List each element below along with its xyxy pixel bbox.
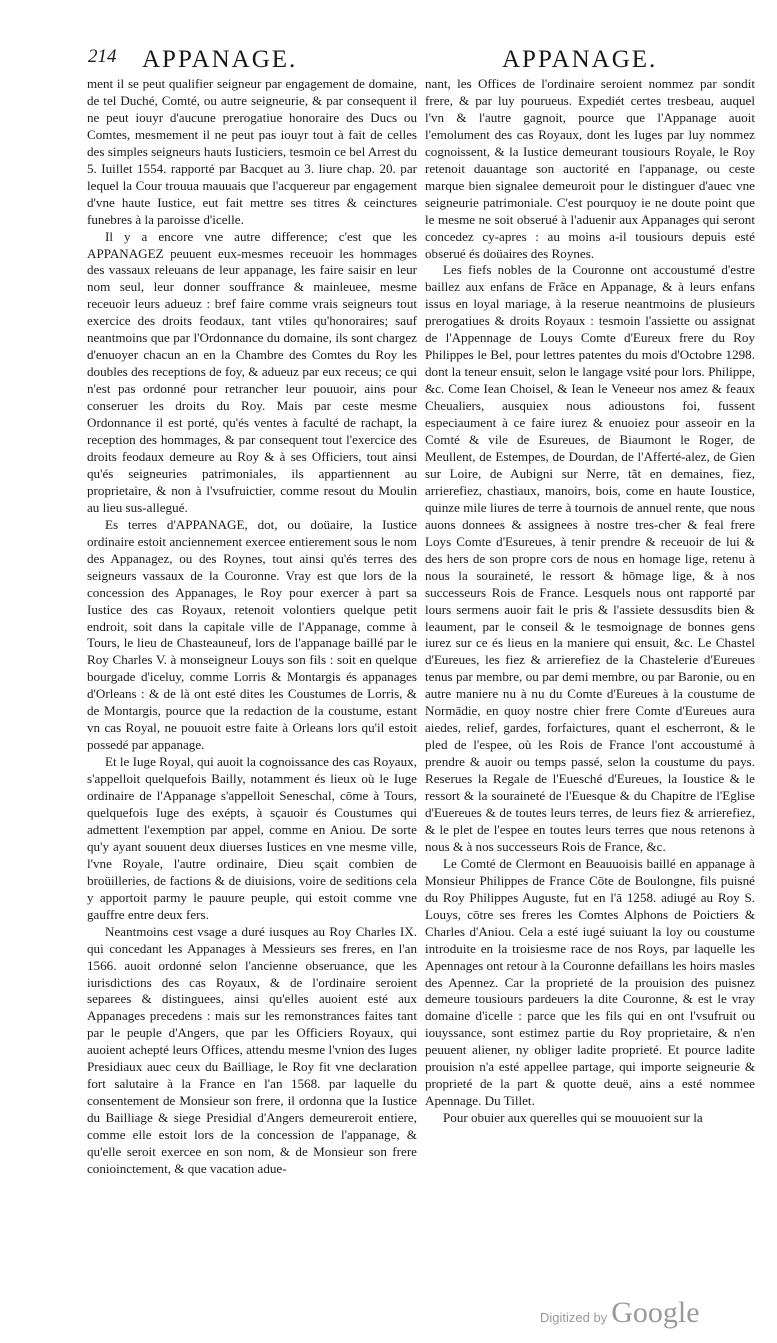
paragraph: Les fiefs nobles de la Couronne ont accoustumé d'estre baillez aux enfans de Frãce en Appanage, & à leurs enfans issus en loyal mariage, à la reserue neantmoins de plusieurs prerogatiues & droits Royaux : tesmoin l'assiette ou assignat de l'Appennage de Louys Comte d'Eureux frere du Roy Philippes le Bel, pour lettres patentes du mois d'Octobre 1298. dont la teneur ensuit, selon le langage vsité pour lors. Philippe, &c. Come Iean Choisel, & Iean le Veneeur nos amez & feaux Cheualiers, ausquiex nous adioustons foi, fussent especiaument à ce faire iurez & enuoiez pour asseoir en la Comté & vile de Esureues, de Biaumont le Roger, de Meullent, de Estempes, de Dourdan, de l'Afferté-alez, de Gien sur Loire, de Aubigni sur Nerre, tãt en demaines, fiez, arrierefiez, chastiaux, manoirs, bois, come en haute Ioustice, quinze mile liures de terre à tournois de annuel rente, que nous auons donnees & assignees à nostre tres-cher & feal frere Loys Comte d'Esureues, à tenir prendre & receuoir de lui & des hers de son propre cors de nous en homage lige, retenu à nous la souraineté, le ressort & hōmage lige, & à nos successeurs Rois de France. Lesquels nous ont rapporté par lours sermens auoir fait le pris & l'assiete dessusdits bien & leaument, par le conseil & le tesmoignage de bonnes gens iurez sur ce és lieus en la maniere qui ensuit, &c. Le Chastel d'Eureues, les fiez & arrierefiez de la Chastelerie d'Eureues tenus par membre, ou par demi membre, ou par Baronie, ou en autre maniere nu à nu du Comte d'Eureues à la coustume de Normādie, en quoy nostre chier frere Comte d'Eureues aura aiedes, relief, gardes, forfaictures, quant el escherront, & le pled de l'espee, où les Rois de France l'ont accoustumé à prendre & auoir ou temps passé, selon la coustume du pays. Reserues la Regale de l'Euesché d'Eureues, la Ioustice & le ressort & la souraineté de l'Euesque & du Chapitre de l'Eglise d'Euereues & de toutes leurs terres, de leurs fiez & arrierefiez, & le plet de l'espee en toutes leurs terres que nous retenons à nous & à nos successeurs Rois de France, &c. — [425, 262, 755, 854]
google-logo: Google — [611, 1296, 700, 1329]
paragraph: Neantmoins cest vsage a duré iusques au Roy Charles IX. qui concedant les Appanages à Messieurs ses freres, en l'an 1566. auoit ordonné selon l'ancienne obseruance, que les iurisdictions des cas Royaux, & de l'ordinaire seroient separees & distinguees, ainsi qu'elles auoient esté aux Appanages precedens : mais sur les remonstrances faites tant par le peuple d'Angers, que par les Officiers Royaux, qui auoient achepté leurs Offices, attendu mesme l'vnion des Iuges Presidiaux auec ceux du Bailliage, le Roy fit vne declaration fort salutaire à la France en l'an 1568. par laquelle du consentement de Monsieur son frere, il ordonna que la Iustice du Bailliage & siege Presidial d'Angers demeureroit entiere, comme elle estoit lors de la concession de l'appanage, & qu'elle seroit exercee en son nom, & de Monsieur son frere conioinctement, & que vacation adue- — [87, 923, 417, 1176]
digitized-by-label: Digitized by — [540, 1310, 608, 1325]
digitized-watermark — [540, 1296, 700, 1330]
paragraph: ment il se peut qualifier seigneur par engagement de domaine, de tel Duché, Comté, ou autre seigneurie, & par consequent il ne peut iouyr d'aucune prerogatiue honoraire des Ducs ou Comtes, mesmement il ne peut pas iouyr tout à fait de celles des simples seigneurs hauts Iusticiers, tesmoin ce bel Arrest du 5. Iuillet 1554. rapporté par Bacquet au 3. liure chap. 20. par lequel la Cour trouua mauuais que l'acquereur par engagement d'vne haute Iustice, eut fait mettre ses titres & ceinctures funebres à la paroisse d'icelle. — [87, 76, 417, 227]
running-head-right: APPANAGE. — [502, 46, 658, 73]
paragraph: Es terres d'APPANAGE, dot, ou doüaire, la Iustice ordinaire estoit anciennement exercee entierement sous le nom des Appanagez, ou des Roynes, tout ainsi qu'és terres des seigneurs vassaux de la Couronne. Vray est que lors de la concession des Appanages, le Roy pour exercer à part sa Iustice des cas Royaux, retenoit volontiers quelque petit endroit, soit dans la capitale ville de l'Appanage, comme à Tours, le lieu de Chasteauneuf, lors de l'appanage baillé par le Roy Charles V. à monseigneur Louys son fils : soit en quelque bourgade d'iceluy, comme Lorris & Montargis és appanages d'Orleans : & de là ont esté dites les Coustumes de Lorris, & de Montargis, pource que la redaction de la coustume, estant vn cas Royal, ne pouuoit estre faite à Orleans lors qu'il estoit possedé par appanage. — [87, 516, 417, 753]
running-head-left: APPANAGE. — [142, 46, 298, 73]
paragraph: nant, les Offices de l'ordinaire seroient nommez par sondit frere, & par luy pourueus. Expediét certes tresbeau, auquel l'vn & l'autre gagnoit, pource que l'Appanage auoit l'emolument des cas Royaux, dont les Iuges par luy nommez cognoissent, & la Iustice demeurant tousiours Royale, le Roy retenoit dauantage son auctorité en l'appanage, ou ceste marque bien signalee demeuroit pour le distinguer d'auec vne seigneurie patrimoniale. C'est pourquoy ie ne doute point que le mesme ne soit obserué à l'aduenir aux Appanages qui seront concedez cy-apres : au moins a-il tousiours depuis esté obserué és doüaires des Roynes. — [425, 76, 755, 261]
paragraph: Il y a encore vne autre difference; c'est que les APPANAGEZ peuuent eux-mesmes receuoir les hommages des vassaux releuans de leur appanage, les faire saisir en leur nom seul, leur donner souffrance & mainleuee, mesme receuoir leurs adueuz : bref faire comme vrais seigneurs tout exercice des droits feodaux, tant vtiles qu'honoraires; sauf neantmoins que par l'Ordonnance du domaine, ils sont chargez d'enuoyer chacun an en la Chambre des Comtes du Roy les doubles des receptions de foy, & adueuz par eux receus; ce qui n'est pas ordonné pour retrancher leur pouuoir, ains pour conseruer les droits du Roy. Mais par ceste mesme Ordonnance il est porté, qu'és ventes à faculté de rachapt, la reception des hommages, & par consequent tout l'exercice des droits feodaux demeure au Roy & à ses Officiers, tout ainsi qu'és seigneuries patrimoniales, ils appartiennent au proprietaire, & non à l'vsufruictier, comme resout du Moulin au lieu sus-allegué. — [87, 228, 417, 515]
right-column — [425, 76, 755, 1127]
paragraph: Pour obuier aux querelles qui se mouuoient sur la — [443, 1110, 703, 1126]
paragraph: Et le Iuge Royal, qui auoit la cognoissance des cas Royaux, s'appelloit quelquefois Bailly, notamment és lieux où le Iuge ordinaire de l'Appanage s'appelloit Seneschal, cōme à Tours, quelquefois Iuge des exépts, à sçauoir és Coustumes qui admettent l'exemption par appel, comme en Aniou. De sorte qu'y ayant souuent deux diuerses Iustices en vne mesme ville, l'vne Royale, l'autre ordinaire, Dieu sçait combien de broüilleries, de factions & de diuisions, voire de seditions cela y apportoit parmy le pauure peuple, qui estoit comme vne gauffre entre deux fers. — [87, 754, 417, 922]
paragraph: Le Comté de Clermont en Beauuoisis baillé en appanage à Monsieur Philippes de France Cōte de Boulongne, fils puisné du Roy Philippes Auguste, fut en l'ā 1258. adiugé au Roy S. Louys, cōtre ses freres les Comtes Alphons de Poictiers & Charles d'Aniou. Cela a esté iugé suiuant la loy ou coustume introduite en la troisiesme race de nos Roys, par laquelle les Apennages ont retour à la Couronne defaillans les hoirs masles des Apennez. Car la proprieté de la prouision des puisnez demeure tousiours pardeuers la dite Couronne, & est le vray domaine d'icelle : parce que les fils qui en ont l'vsufruit ou iouyssance, sont estimez partie du Roy proprietaire, & n'en peuuent aliener, ny obliger ladite proprieté. Et pource ladite prouision n'a esté appellee partage, qui importe seigneurie & proprieté de la part & quotte deuë, ains a esté nommee Apennage. Du Tillet. — [425, 855, 755, 1109]
left-column — [87, 76, 417, 1178]
page-number: 214 — [88, 46, 117, 67]
